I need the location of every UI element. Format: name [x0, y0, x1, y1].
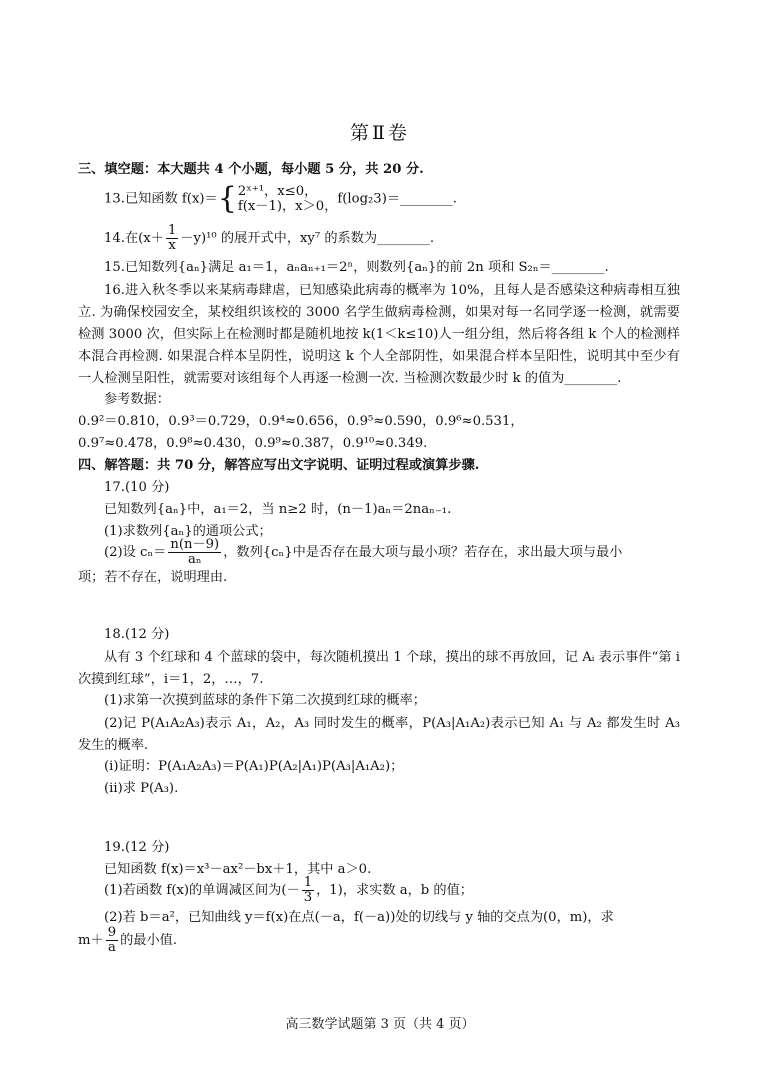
reference-title: 参考数据：	[104, 392, 170, 407]
reference-data-2: 0.9⁷≈0.478，0.9⁸≈0.430，0.9⁹≈0.387，0.9¹⁰≈0.349.	[78, 436, 428, 451]
q13-brace: {	[217, 181, 237, 216]
reference-data-1: 0.9²＝0.810，0.9³＝0.729，0.9⁴≈0.656，0.9⁵≈0.590，0.9⁶≈0.531，	[78, 414, 524, 429]
q13-cases	[238, 184, 338, 214]
q19-stem: 已知函数 f(x)＝x³－ax²－bx＋1，其中 a＞0.	[104, 862, 372, 877]
q19-fraction-1	[302, 876, 314, 905]
q17-part-2-continued: 项；若不存在，说明理由.	[78, 570, 228, 585]
q18-part-2-ii: (ⅱ)求 P(A₃).	[104, 781, 179, 796]
page-title: 第Ⅱ卷	[350, 122, 410, 144]
q17-part-1: (1)求数列{aₙ}的通项公式；	[104, 524, 272, 539]
q14-numerator: 1	[167, 223, 177, 238]
q19-part-1-prefix: (1)若函数 f(x)的单调减区间为(－	[104, 883, 300, 898]
q13-prefix: 13.已知函数 f(x)＝	[104, 191, 218, 207]
q13-case-2: f(x－1)，x＞0，	[237, 199, 338, 214]
q17-part-2	[104, 538, 680, 567]
q14-fraction	[166, 224, 178, 253]
question-16: 16.进入秋冬季以来某病毒肆虐，已知感染此病毒的概率为 10%，且每人是否感染这种病毒相互独立. 为确保校园安全，某校组织该校的 3000 名学生做病毒检测，如果对每一名同学逐一检测，就需要检测 3000 次，但实际上在检测时都是随机地按 k(1＜k≤10)人一组分组，然后将各组 k 个人的检测样本混合再检测. 如果混合样本呈阴性，说明这 k 个人全部阴性，如果混合样本呈阳性，说明其中至少有一人检测呈阳性，就需要对该组每个人再逐一检测一次. 当检测次数最少时 k 的值为________.	[78, 283, 680, 386]
q19-part-2-continued	[78, 926, 680, 955]
q17-heading: 17.(10 分)	[104, 480, 170, 495]
q18-part-2-i: (ⅰ)证明：P(A₁A₂A₃)＝P(A₁)P(A₂|A₁)P(A₃|A₁A₂)；	[104, 759, 404, 774]
q18-part-2: (2)记 P(A₁A₂A₃)表示 A₁，A₂，A₃ 同时发生的概率，P(A₃|A₁A₂)表示已知 A₁ 与 A₂ 都发生时 A₃ 发生的概率.	[78, 716, 680, 753]
q19-denominator-1: 3	[303, 890, 313, 905]
q19-part-2-prefix: m＋	[78, 933, 104, 948]
q19-denominator-2: a	[107, 940, 116, 955]
q19-numerator-2: 9	[107, 925, 117, 940]
question-14	[104, 224, 680, 253]
q17-stem: 已知数列{aₙ}中，a₁＝2，当 n≥2 时，(n－1)aₙ＝2naₙ₋₁.	[104, 502, 452, 517]
q14-prefix: 14.在(x＋	[104, 231, 164, 246]
q19-heading: 19.(12 分)	[104, 840, 170, 855]
q17-part-2-prefix: (2)设 cₙ＝	[104, 545, 167, 560]
q18-stem: 从有 3 个红球和 4 个蓝球的袋中，每次随机摸出 1 个球，摸出的球不再放回，记 Aᵢ 表示事件“第 i 次摸到红球”，i＝1，2，…，7.	[78, 650, 680, 687]
q17-numerator: n(n－9)	[170, 537, 220, 552]
q13-case-1: 2ˣ⁺¹，x≤0，	[237, 184, 318, 199]
section-answer-header: 四、解答题：共 70 分，解答应写出文字说明、证明过程或演算步骤.	[78, 458, 480, 473]
q14-suffix: －y)¹⁰ 的展开式中，xy⁷ 的系数为________.	[180, 231, 435, 246]
q18-part-1: (1)求第一次摸到蓝球的条件下第二次摸到红球的概率；	[104, 693, 426, 708]
q19-fraction-2	[106, 926, 118, 955]
q19-numerator-1: 1	[303, 875, 313, 890]
q19-part-2: (2)若 b＝a²，已知曲线 y＝f(x)在点(－a，f(－a))处的切线与 y 轴的交点为(0，m)，求	[104, 910, 614, 925]
question-15: 15.已知数列{aₙ}满足 a₁＝1，aₙaₙ₊₁＝2ⁿ，则数列{aₙ}的前 2n 项和 S₂ₙ＝________.	[104, 260, 609, 275]
q19-part-1-suffix: ，1)，求实数 a，b 的值；	[316, 883, 473, 898]
q17-denominator: aₙ	[187, 552, 202, 567]
q17-fraction	[168, 538, 221, 567]
q14-denominator: x	[168, 238, 176, 253]
q13-suffix: f(log₂3)＝________.	[337, 191, 457, 207]
q19-part-2-suffix: 的最小值.	[120, 933, 178, 948]
q17-part-2-suffix: ，数列{cₙ}中是否存在最大项与最小项？若存在，求出最大项与最小	[223, 545, 623, 560]
question-13	[104, 181, 680, 216]
q18-heading: 18.(12 分)	[104, 627, 170, 642]
q19-part-1	[104, 876, 680, 905]
page-footer: 高三数学试题第 3 页（共 4 页）	[285, 1017, 475, 1032]
section-fill-in-header: 三、填空题：本大题共 4 个小题，每小题 5 分，共 20 分.	[78, 162, 424, 177]
